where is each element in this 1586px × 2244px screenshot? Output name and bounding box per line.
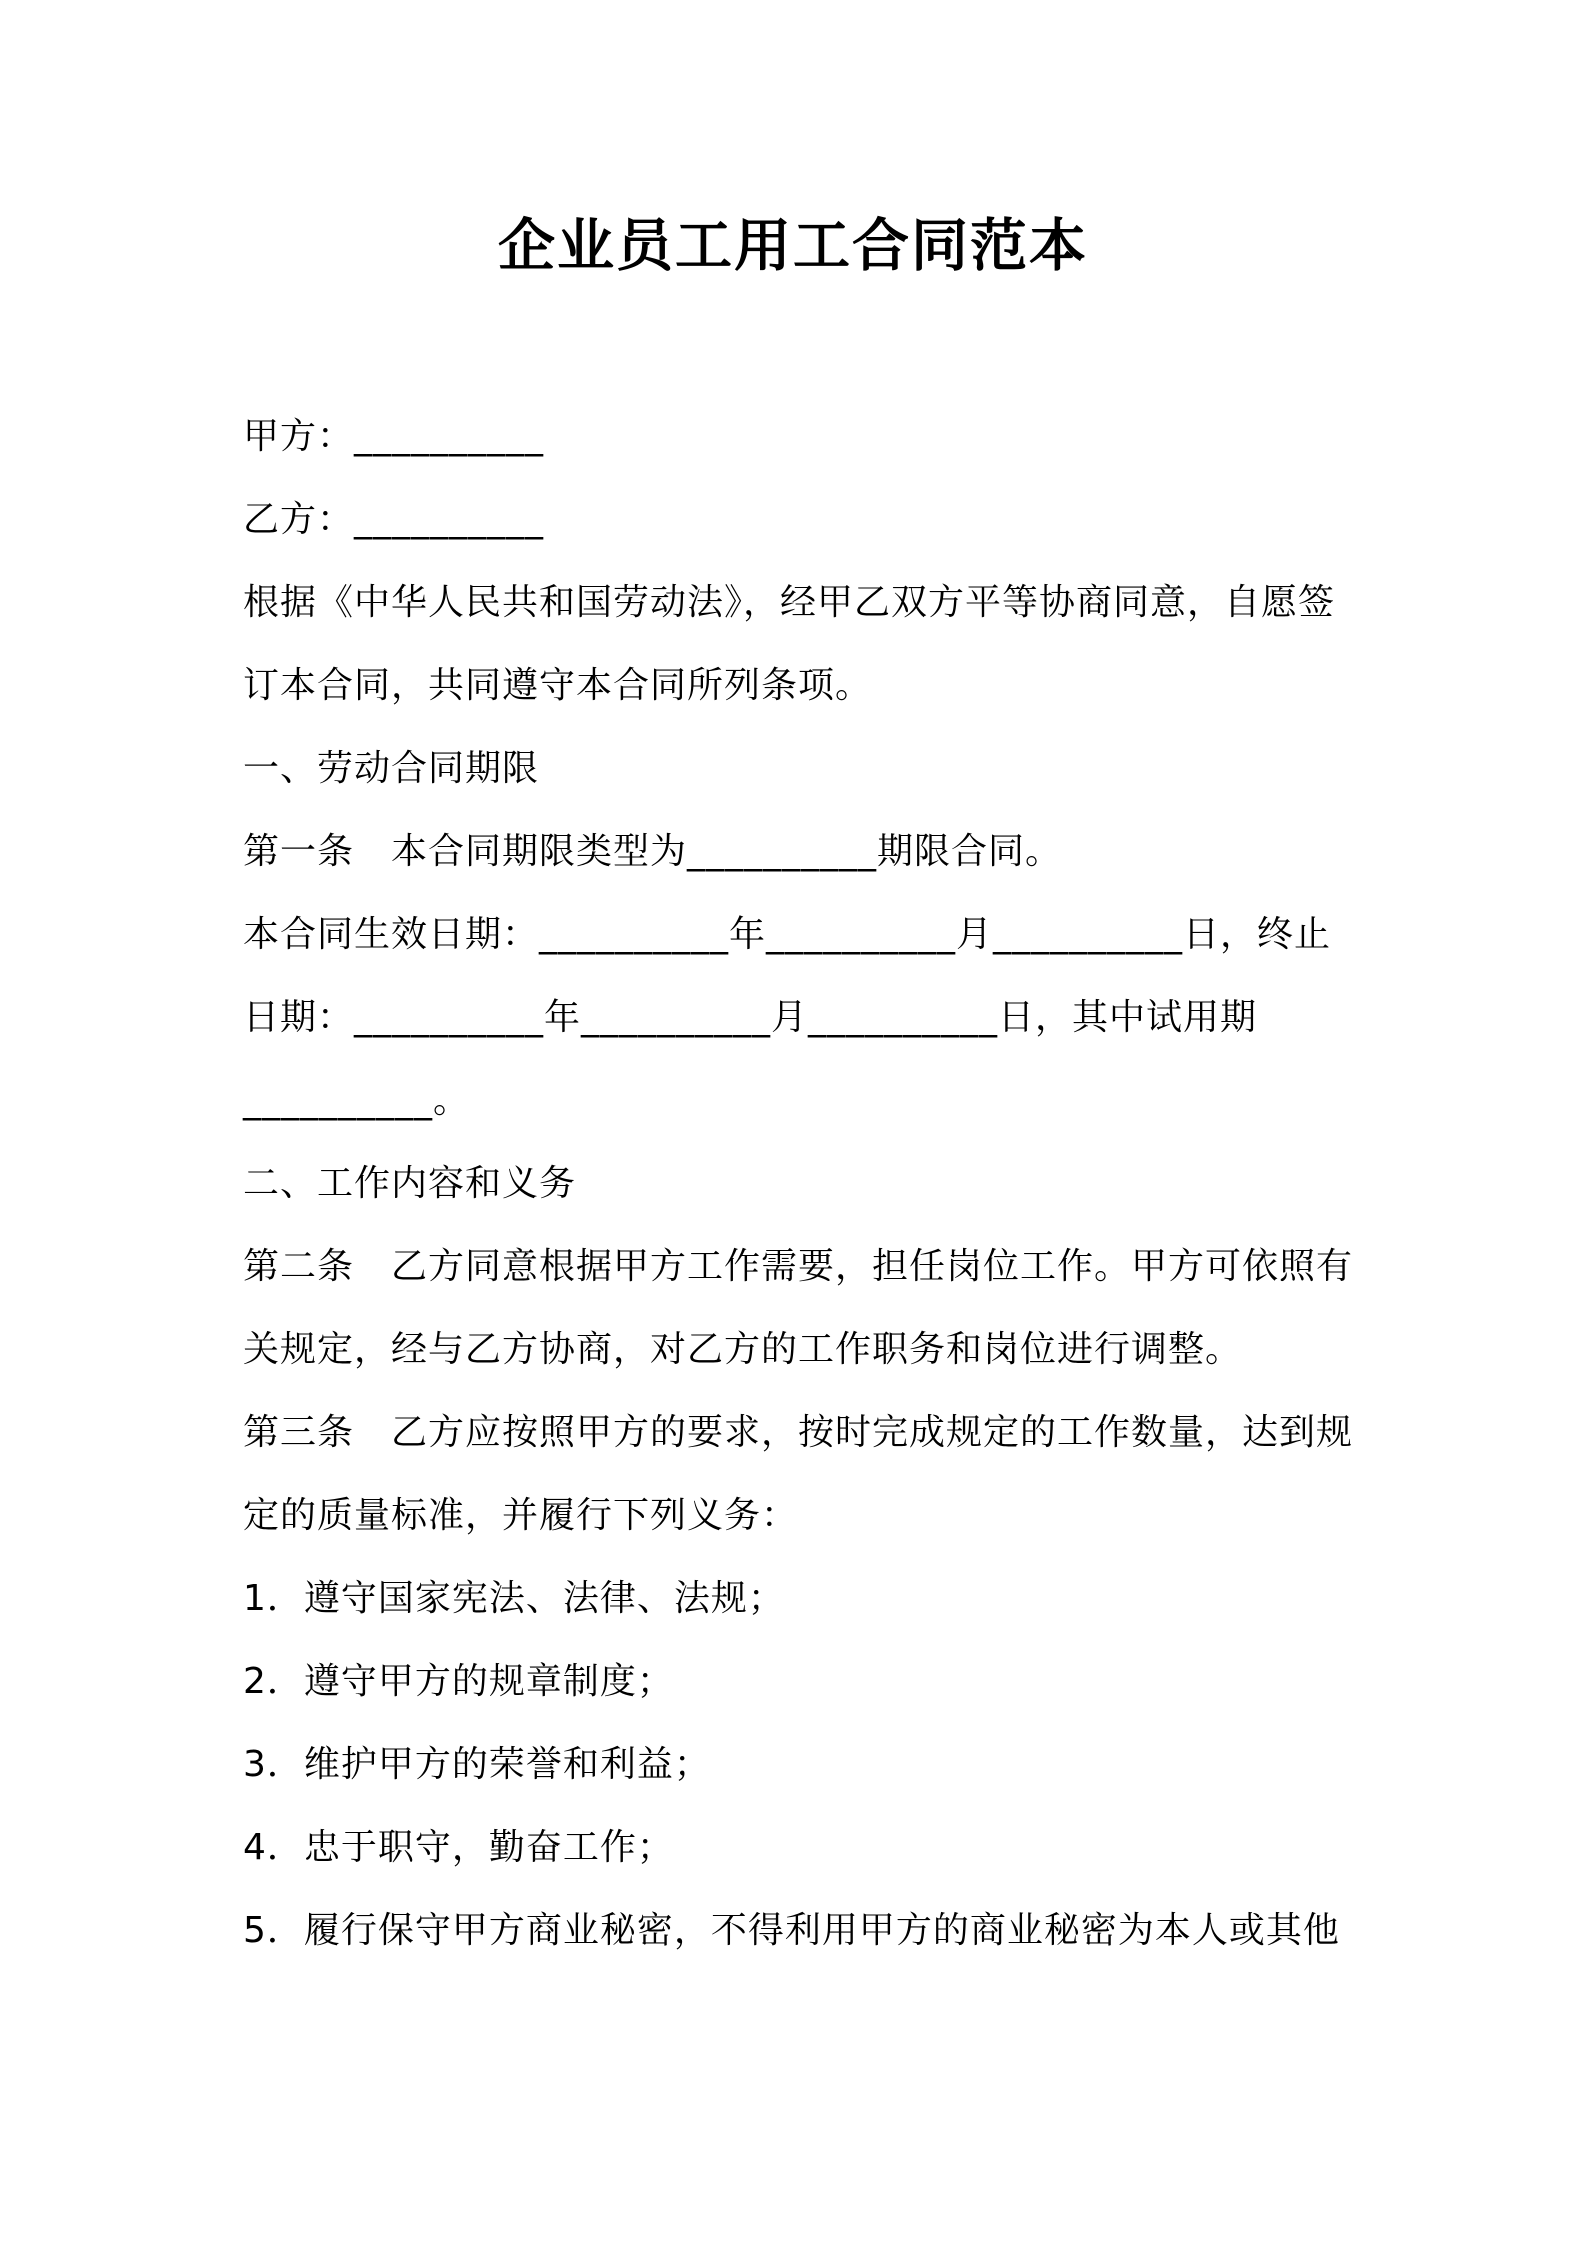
section-heading-2: 二、工作内容和义务 xyxy=(243,1163,577,1204)
effective-date-line: 本合同生效日期：__________年__________月__________日，终止 xyxy=(243,914,1332,955)
end-date-line: 日期：__________年__________月__________日，其中试用期 xyxy=(243,997,1258,1038)
duty-item-4: 4．忠于职守，勤奋工作； xyxy=(243,1827,674,1868)
probation-line: __________。 xyxy=(243,1080,471,1121)
intro-line-2: 订本合同，共同遵守本合同所列条项。 xyxy=(243,665,873,706)
intro-line-1: 根据《中华人民共和国劳动法》，经甲乙双方平等协商同意，自愿签 xyxy=(243,582,1336,623)
duty-item-3: 3．维护甲方的荣誉和利益； xyxy=(243,1744,711,1785)
article-3-line-1: 第三条 乙方应按照甲方的要求，按时完成规定的工作数量，达到规 xyxy=(243,1412,1354,1453)
article-2-line-2: 关规定，经与乙方协商，对乙方的工作职务和岗位进行调整。 xyxy=(243,1329,1243,1370)
section-heading-1: 一、劳动合同期限 xyxy=(243,748,540,789)
party-a-line: 甲方：__________ xyxy=(243,416,545,457)
party-b-line: 乙方：__________ xyxy=(243,499,545,540)
article-2-line-1: 第二条 乙方同意根据甲方工作需要，担任岗位工作。甲方可依照有 xyxy=(243,1246,1354,1287)
duty-item-1: 1．遵守国家宪法、法律、法规； xyxy=(243,1578,785,1619)
duty-item-5: 5．履行保守甲方商业秘密，不得利用甲方的商业秘密为本人或其他 xyxy=(243,1910,1340,1951)
article-3-line-2: 定的质量标准，并履行下列义务： xyxy=(243,1495,799,1536)
duty-item-2: 2．遵守甲方的规章制度； xyxy=(243,1661,674,1702)
document-title: 企业员工用工合同范本 xyxy=(498,213,1088,279)
article-1-line: 第一条 本合同期限类型为__________期限合同。 xyxy=(243,831,1063,872)
